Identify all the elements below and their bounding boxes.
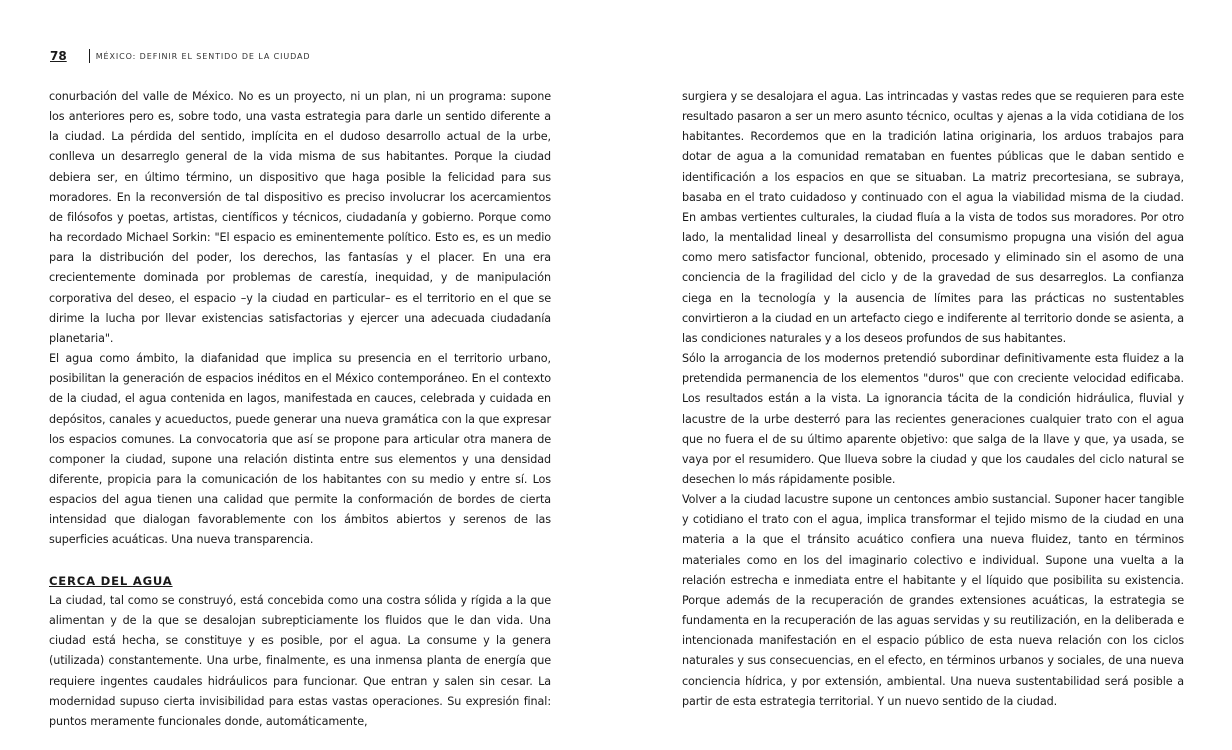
section-spacer bbox=[49, 551, 551, 571]
body-paragraph: conurbación del valle de México. No es un proyecto, ni un plan, ni un programa: supone los anteriores pero es, sobre todo, una vasta estrategia para darle un sentido diferente a la ciudad. La pérdida del sentido, implícita en el dudoso desarrollo actual de la urbe, conlleva un desarreglo general de la vida misma de sus habitantes. Porque la ciudad debiera ser, en último término, un dispositivo que haga posible la felicidad para sus moradores. En la reconversión de tal dispositivo es preciso involucrar los acercamientos de filósofos y poetas, artistas, científicos y técnicos, ciudadanía y gobierno. Porque como ha recordado Michael Sorkin: "El espacio es eminentemente político. Esto es, es un medio para la distribución del poder, los derechos, las fantasías y el placer. En una era crecientemente dominada por problemas de carestía, inequidad, y de manipulación corporativa del deseo, el espacio –y la ciudad en particular– es el territorio en el que se dirime la lucha por llevar existencias satisfactorias y ejercer una adecuada ciudadanía planetaria". bbox=[49, 90, 551, 345]
page-number: 78 bbox=[50, 49, 67, 63]
body-paragraph: La ciudad, tal como se construyó, está concebida como una costra sólida y rígida a la que alimentan y de la que se desalojan subrepticiamente los fluidos que le dan vida. Una ciudad está hecha, se constituye y es posible, por el agua. La consume y la genera (utilizada) constantemente. Una urbe, finalmente, es una inmensa planta de energía que requiere ingentes caudales hidráulicos para funcionar. Que entran y salen sin cesar. La modernidad supuso cierta invisibilidad para estas vastas operaciones. Su expresión final: puntos meramente funcionales donde, automáticamente, bbox=[49, 593, 551, 728]
running-head: MÉXICO: DEFINIR EL SENTIDO DE LA CIUDAD bbox=[95, 51, 311, 61]
page-header bbox=[50, 48, 311, 64]
body-paragraph: Volver a la ciudad lacustre supone un centonces ambio sustancial. Suponer hacer tangible y cotidiano el trato con el agua, implica transformar el tejido mismo de la ciudad en una materia a la que el tránsito acuático confiera una nueva fluidez, tanto en términos materiales como en los del imaginario colectivo e individual. Supone una vuelta a la relación estrecha e inmediata entre el habitante y el líquido que posibilita su existencia. Porque además de la recuperación de grandes extensiones acuáticas, la estrategia se fundamenta en la recuperación de las aguas servidas y su reutilización, en la deliberada e intencionada manifestación en el espacio público de esta nueva relación con los ciclos naturales y sus consecuencias, en el efecto, en términos urbanos y sociales, de una nueva conciencia hídrica, y por extensión, ambiental. Una nueva sustentabilidad será posible a partir de esta estrategia territorial. Y un nuevo sentido de la ciudad. bbox=[682, 493, 1184, 708]
body-paragraph: Sólo la arrogancia de los modernos pretendió subordinar definitivamente esta fluidez a la pretendida permanencia de los elementos "duros" que con creciente velocidad edificaba. Los resultados están a la vista. La ignorancia tácita de la condición hidráulica, fluvial y lacustre de la urbe desterró para las recientes generaciones cualquier trato con el agua que no fuera el de su último aparente objetivo: que salga de la llave y que, ya usada, se vaya por el resumidero. Que llueva sobre la ciudad y que los caudales del ciclo natural se desechen lo más rápidamente posible. bbox=[682, 352, 1184, 486]
left-column bbox=[49, 87, 551, 732]
right-column bbox=[682, 87, 1184, 712]
header-divider bbox=[89, 49, 90, 63]
body-paragraph: El agua como ámbito, la diafanidad que implica su presencia en el territorio urbano, posibilitan la generación de espacios inéditos en el México contemporáneo. En el contexto de la ciudad, el agua contenida en lagos, manifestada en cauces, celebrada y cuidada en depósitos, canales y acueductos, puede generar una nueva gramática con la que expresar los espacios comunes. La convocatoria que así se propone para articular otra manera de componer la ciudad, supone una relación distinta entre sus elementos y una densidad diferente, propicia para la comunicación de los habitantes con su medio y entre sí. Los espacios del agua tienen una calidad que permite la conformación de bordes de cierta intensidad que dialogan favorablemente con los ámbitos abiertos y serenos de las superficies acuáticas. Una nueva transparencia. bbox=[49, 352, 551, 547]
body-paragraph: surgiera y se desalojara el agua. Las intrincadas y vastas redes que se requieren para este resultado pasaron a ser un mero asunto técnico, ocultas y ajenas a la vida cotidiana de los habitantes. Recordemos que en la tradición latina originaria, los arduos trabajos para dotar de agua a la comunidad remataban en fuentes públicas que le daban sentido e identificación a los espacios en que se situaban. La matriz precortesiana, se subraya, basaba en el trato cuidadoso y continuado con el agua la viabilidad misma de la ciudad. En ambas vertientes culturales, la ciudad fluía a la vista de todos sus moradores. Por otro lado, la mentalidad lineal y desarrollista del consumismo propugna una visión del agua como mero satisfactor funcional, obtenido, procesado y eliminado sin el asomo de una conciencia de la fragilidad del ciclo y de la gravedad de sus desarreglos. La confianza ciega en la tecnología y la ausencia de límites para las prácticas no sustentables convirtieron a la ciudad en un artefacto ciego e indiferente al territorio donde se asienta, a las condiciones naturales y a los deseos profundos de sus habitantes. bbox=[682, 90, 1184, 345]
section-title: CERCA DEL AGUA bbox=[49, 573, 173, 588]
